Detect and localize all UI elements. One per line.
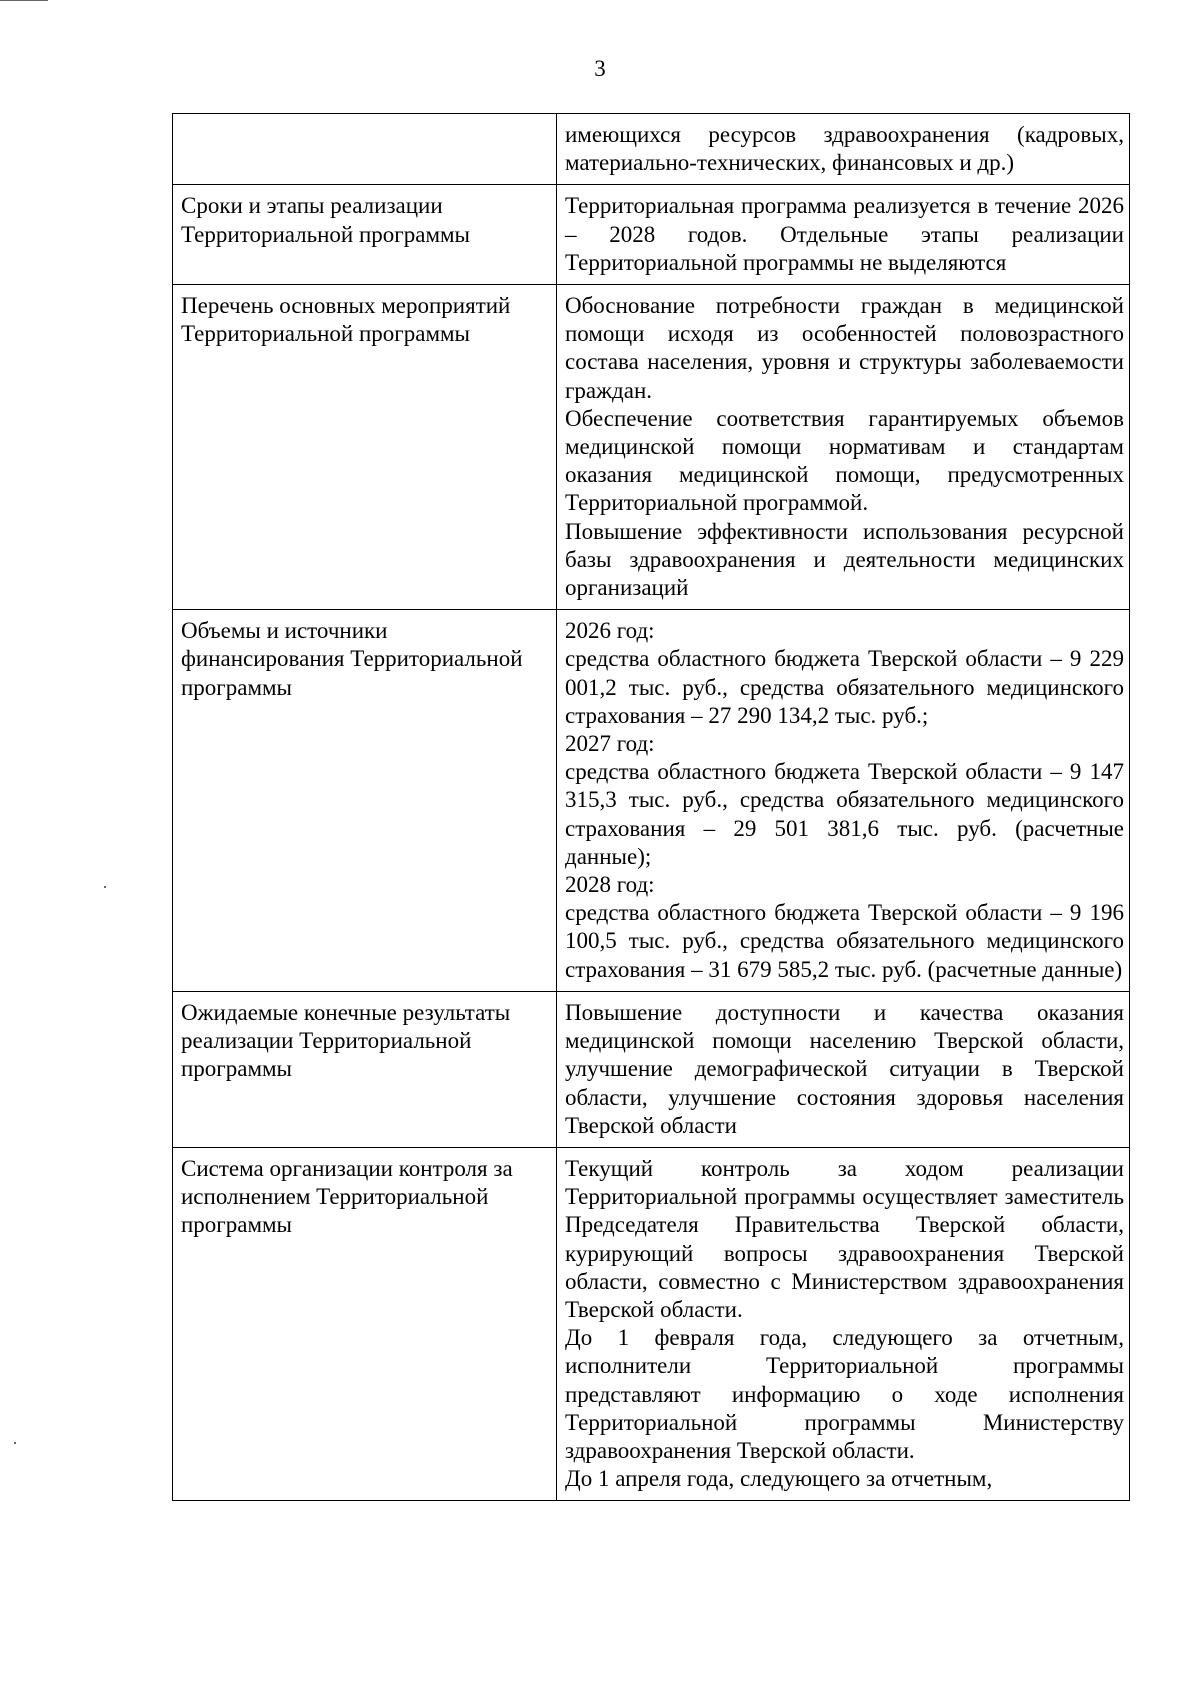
row-value [557,114,1130,185]
table-row [173,1147,1130,1500]
value-paragraph: Текущий контроль за ходом реализации Территориальной программы осуществляет заместитель Председателя Правительства Тверской области, курирующий вопросы здравоохранения Тверской области, совместно с Министерством здравоохранения Тверской области. [565,1155,1124,1322]
scan-artifact-dot [14,1442,16,1444]
value-paragraph: имеющихся ресурсов здравоохранения (кадровых, материально-технических, финансовых и др.) [565,122,1124,176]
row-value [557,285,1130,610]
scan-artifact-top-left [0,0,48,1]
page-number: 3 [594,56,606,81]
value-paragraph: средства областного бюджета Тверской области – 9 147 315,3 тыс. руб., средства обязательного медицинского страхования – 29 501 381,6 тыс. руб. (расчетные данные); [565,759,1124,869]
table-row [173,185,1130,285]
value-paragraph: До 1 февраля года, следующего за отчетным, исполнители Территориальной программы представляют информацию о ходе исполнения Территориальной программы Министерству здравоохранения Тверской области. [565,1325,1124,1463]
value-paragraph: Повышение эффективности использования ресурсной базы здравоохранения и деятельности медицинских организаций [565,518,1124,601]
row-value [557,185,1130,285]
table-row [173,285,1130,610]
value-paragraph: Повышение доступности и качества оказания медицинской помощи населению Тверской области, улучшение демографической ситуации в Тверской области, улучшение состояния здоровья населения Тверской области [565,999,1124,1138]
value-paragraph: 2028 год: [565,872,655,898]
row-label: Объемы и источники финансирования Территориальной программы [173,610,557,992]
row-label: Перечень основных мероприятий Территориальной программы [173,285,557,610]
value-paragraph: 2027 год: [565,731,655,757]
value-paragraph: средства областного бюджета Тверской области – 9 229 001,2 тыс. руб., средства обязательного медицинского страхования – 27 290 134,2 тыс. руб.; [565,646,1124,728]
value-paragraph: 2026 год: [565,618,655,644]
row-label: Система организации контроля за исполнением Территориальной программы [173,1147,557,1500]
table-row [173,991,1130,1147]
value-paragraph: До 1 апреля года, следующего за отчетным, [565,1466,993,1492]
value-paragraph: Обеспечение соответствия гарантируемых объемов медицинской помощи нормативам и стандартам оказания медицинской помощи, предусмотренных Территориальной программой. [565,405,1124,516]
row-label: Сроки и этапы реализации Территориальной программы [173,185,557,285]
row-value [557,991,1130,1147]
scan-artifact-dot [104,886,106,888]
row-label [173,114,557,185]
value-paragraph: средства областного бюджета Тверской области – 9 196 100,5 тыс. руб., средства обязательного медицинского страхования – 31 679 585,2 тыс. руб. (расчетные данные) [565,900,1124,982]
value-paragraph: Обоснование потребности граждан в медицинской помощи исходя из особенностей половозрастного состава населения, уровня и структуры заболеваемости граждан. [565,293,1124,403]
table-row [173,114,1130,185]
row-value [557,610,1130,992]
table-row [173,610,1130,992]
row-value [557,1147,1130,1500]
row-label: Ожидаемые конечные результаты реализации Территориальной программы [173,991,557,1147]
program-passport-table [172,113,1130,1501]
value-paragraph: Территориальная программа реализуется в течение 2026 – 2028 годов. Отдельные этапы реализации Территориальной программы не выделяются [565,193,1124,275]
